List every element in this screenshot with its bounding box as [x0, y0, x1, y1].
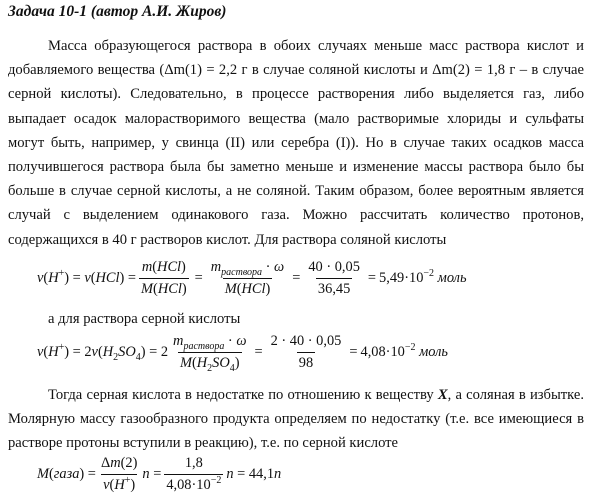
text-sulfuric-intro: а для раствора серной кислоты	[48, 311, 241, 327]
paragraph-conclusion: Тогда серная кислота в недостатке по отношению к веществу X, а соляная в избытке. Молярную массу газообразного продукта определяем по недостатку (т.е. все имеющиеся в растворе протоны вступили в реакцию), т.е. по серной кислоте	[8, 387, 584, 452]
eq3-fraction-2: $\frac{1,8}{4,08\cdot 10^{-2}}$	[166, 455, 222, 493]
paragraph-mass-analysis: Масса образующегося раствора в обоих случаях меньше масс раствора кислот и добавляемого вещества (Δm(1) = 2,2 г в случае соляной кислоты и Δm(2) = 1,8 г – в случае серной кислоты). Следовательно, в процессе растворения либо выделяется газ, либо выпадает осадок малорастворимого вещества (мало растворимые хлориды и сульфаты могут быть, например, у свинца (II) или серебра (I)). Но в случае таких осадков масса получившегося раствора была бы заметно меньше и изменение массы раствора было бы больше в случае серной кислоты, а не соляной. Таким образом, более вероятным является случай с выделением одинакового газа. Можно рассчитать количество протонов, содержащихся в 40 г растворов кислот. Для раствора соляной кислоты	[8, 38, 584, 248]
eq1-result: $5,49\cdot 10^{-2}$ моль	[379, 268, 467, 286]
eq2-lhs: $\nu(H^+) = 2\nu(H_2SO_4) = 2$	[37, 342, 169, 363]
eq1-lhs: ν(H+) = ν(HCl) =	[37, 268, 137, 286]
equation-molar-mass-gas: M(газа) = $\frac{\Delta m(2)}{\nu(H^+)}$ n = $\frac{1,8}{4,08\cdot 10^{-2}}$ n = 44,1n	[37, 455, 282, 493]
equation-h2so4-protons: $\nu(H^+) = 2\nu(H_2SO_4) = 2$ $\frac{m_{раствора} \cdot \omega}{M(H_2SO_4)}$ = $\frac{2 \cdot 40 \cdot 0,05}{98}$ = $4,08\cdot 10^{-2}$ моль	[37, 333, 448, 374]
eq3-fraction-1: $\frac{\Delta m(2)}{\nu(H^+)}$	[100, 455, 138, 493]
eq2-fraction-2: $\frac{2 \cdot 40 \cdot 0,05}{98}$	[270, 333, 342, 371]
eq2-fraction-1: $\frac{m_{раствора} \cdot \omega}{M(H_2SO_4)}$	[173, 333, 247, 374]
eq2-result: $4,08\cdot 10^{-2}$ моль	[360, 342, 448, 360]
eq1-fraction-2: $\frac{m_{раствора} \cdot \omega}{\text{M(HCl)}}$	[210, 259, 285, 297]
equation-hcl-protons: ν(H+) = ν(HCl) = $\frac{\text{m(HCl)}}{\text{M(HCl)}}$ = $\frac{m_{раствора} \cdot \omega}{\text{M(HCl)}}$ = $\frac{40 \cdot 0,05}{36,45}$ = $5,49\cdot 10^{-2}$ моль	[37, 259, 467, 297]
eq1-fraction-1: $\frac{\text{m(HCl)}}{\text{M(HCl)}}$	[141, 259, 187, 297]
eq1-fraction-3: $\frac{40 \cdot 0,05}{36,45}$	[308, 259, 360, 297]
problem-title: Задача 10-1 (автор А.И. Жиров)	[8, 3, 227, 20]
eq3-lhs: M(газа) =	[37, 466, 96, 482]
